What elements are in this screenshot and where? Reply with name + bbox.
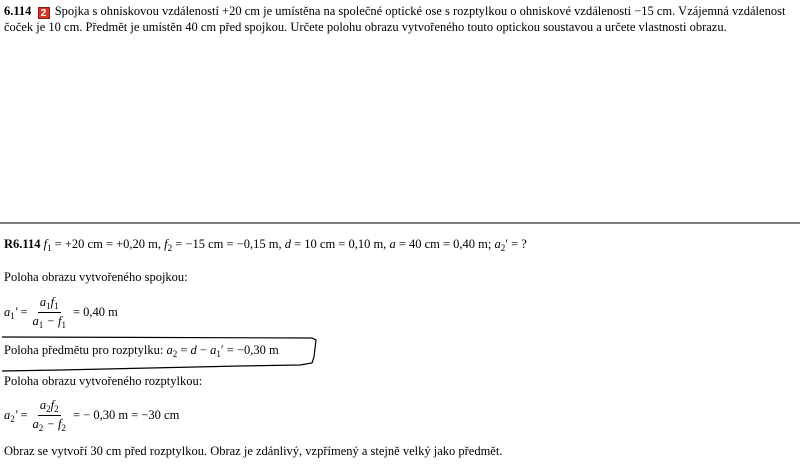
conclusion: Obraz se vytvoří 30 cm před rozptylkou. Obraz je zdánlivý, vzpřímený a stejně velký jako předmět.: [4, 444, 503, 458]
formula2-result: = − 0,30 m = −30 cm: [72, 408, 180, 422]
heading-object-diverging: Poloha předmětu pro rozptylku: $a_2 = d - a_1' = -0,30$ m: [4, 343, 279, 359]
problem-number: 6.114: [4, 4, 32, 18]
problem-statement: [4, 3, 796, 35]
heading-image-diverging: Poloha obrazu vytvořeného rozptylkou:: [4, 374, 203, 388]
problem-text: Spojka s ohniskovou vzdáleností +20 cm je umístěna na společné optické ose s rozptylkou o ohniskové vzdálenosti −15 cm. Vzájemná vzdálenost čoček je 10 cm. Předmět je umístěn 40 cm před spojkou. Určete polohu obrazu vytvořeného touto optickou soustavou a určete vlastnosti obrazu.: [4, 4, 786, 34]
formula-image-converging: $a_1'$ = $\frac{a_1f_1}{a_1 - f_1}$ = 0,40 m: [4, 295, 118, 330]
given-a: = 40 cm = 0,40 m;: [398, 237, 492, 251]
section-divider: [0, 222, 800, 224]
formula1-result: = 0,40 m: [72, 305, 118, 319]
heading2-result: = −0,30 m: [226, 343, 279, 357]
given-unknown: = ?: [511, 237, 527, 251]
formula-image-diverging: $a_2'$ = $\frac{a_2f_2}{a_2 - f_2}$ = − 0,30 m = −30 cm: [4, 398, 180, 433]
fraction: $\frac{a_2f_2}{a_2 - f_2}$: [32, 398, 66, 433]
given-d: = 10 cm = 0,10 m,: [294, 237, 387, 251]
fraction: $\frac{a_1f_1}{a_1 - f_1}$: [32, 295, 66, 330]
difficulty-badge: 2: [38, 7, 50, 19]
given-f1: = +20 cm = +0,20 m,: [54, 237, 162, 251]
heading-image-converging: Poloha obrazu vytvořeného spojkou:: [4, 270, 188, 284]
given-values: R6.114 $f_1 = +20$ cm = +0,20 m, $f_2 = -15$ cm = −0,15 m, d = 10 cm = 0,10 m, a = 40 cm = 0,40 m; $a_2'$ = ?: [4, 237, 527, 253]
solution-number: R6.114: [4, 237, 41, 251]
heading2-text: Poloha předmětu pro rozptylku:: [4, 343, 164, 357]
given-f2: = −15 cm = −0,15 m,: [175, 237, 282, 251]
